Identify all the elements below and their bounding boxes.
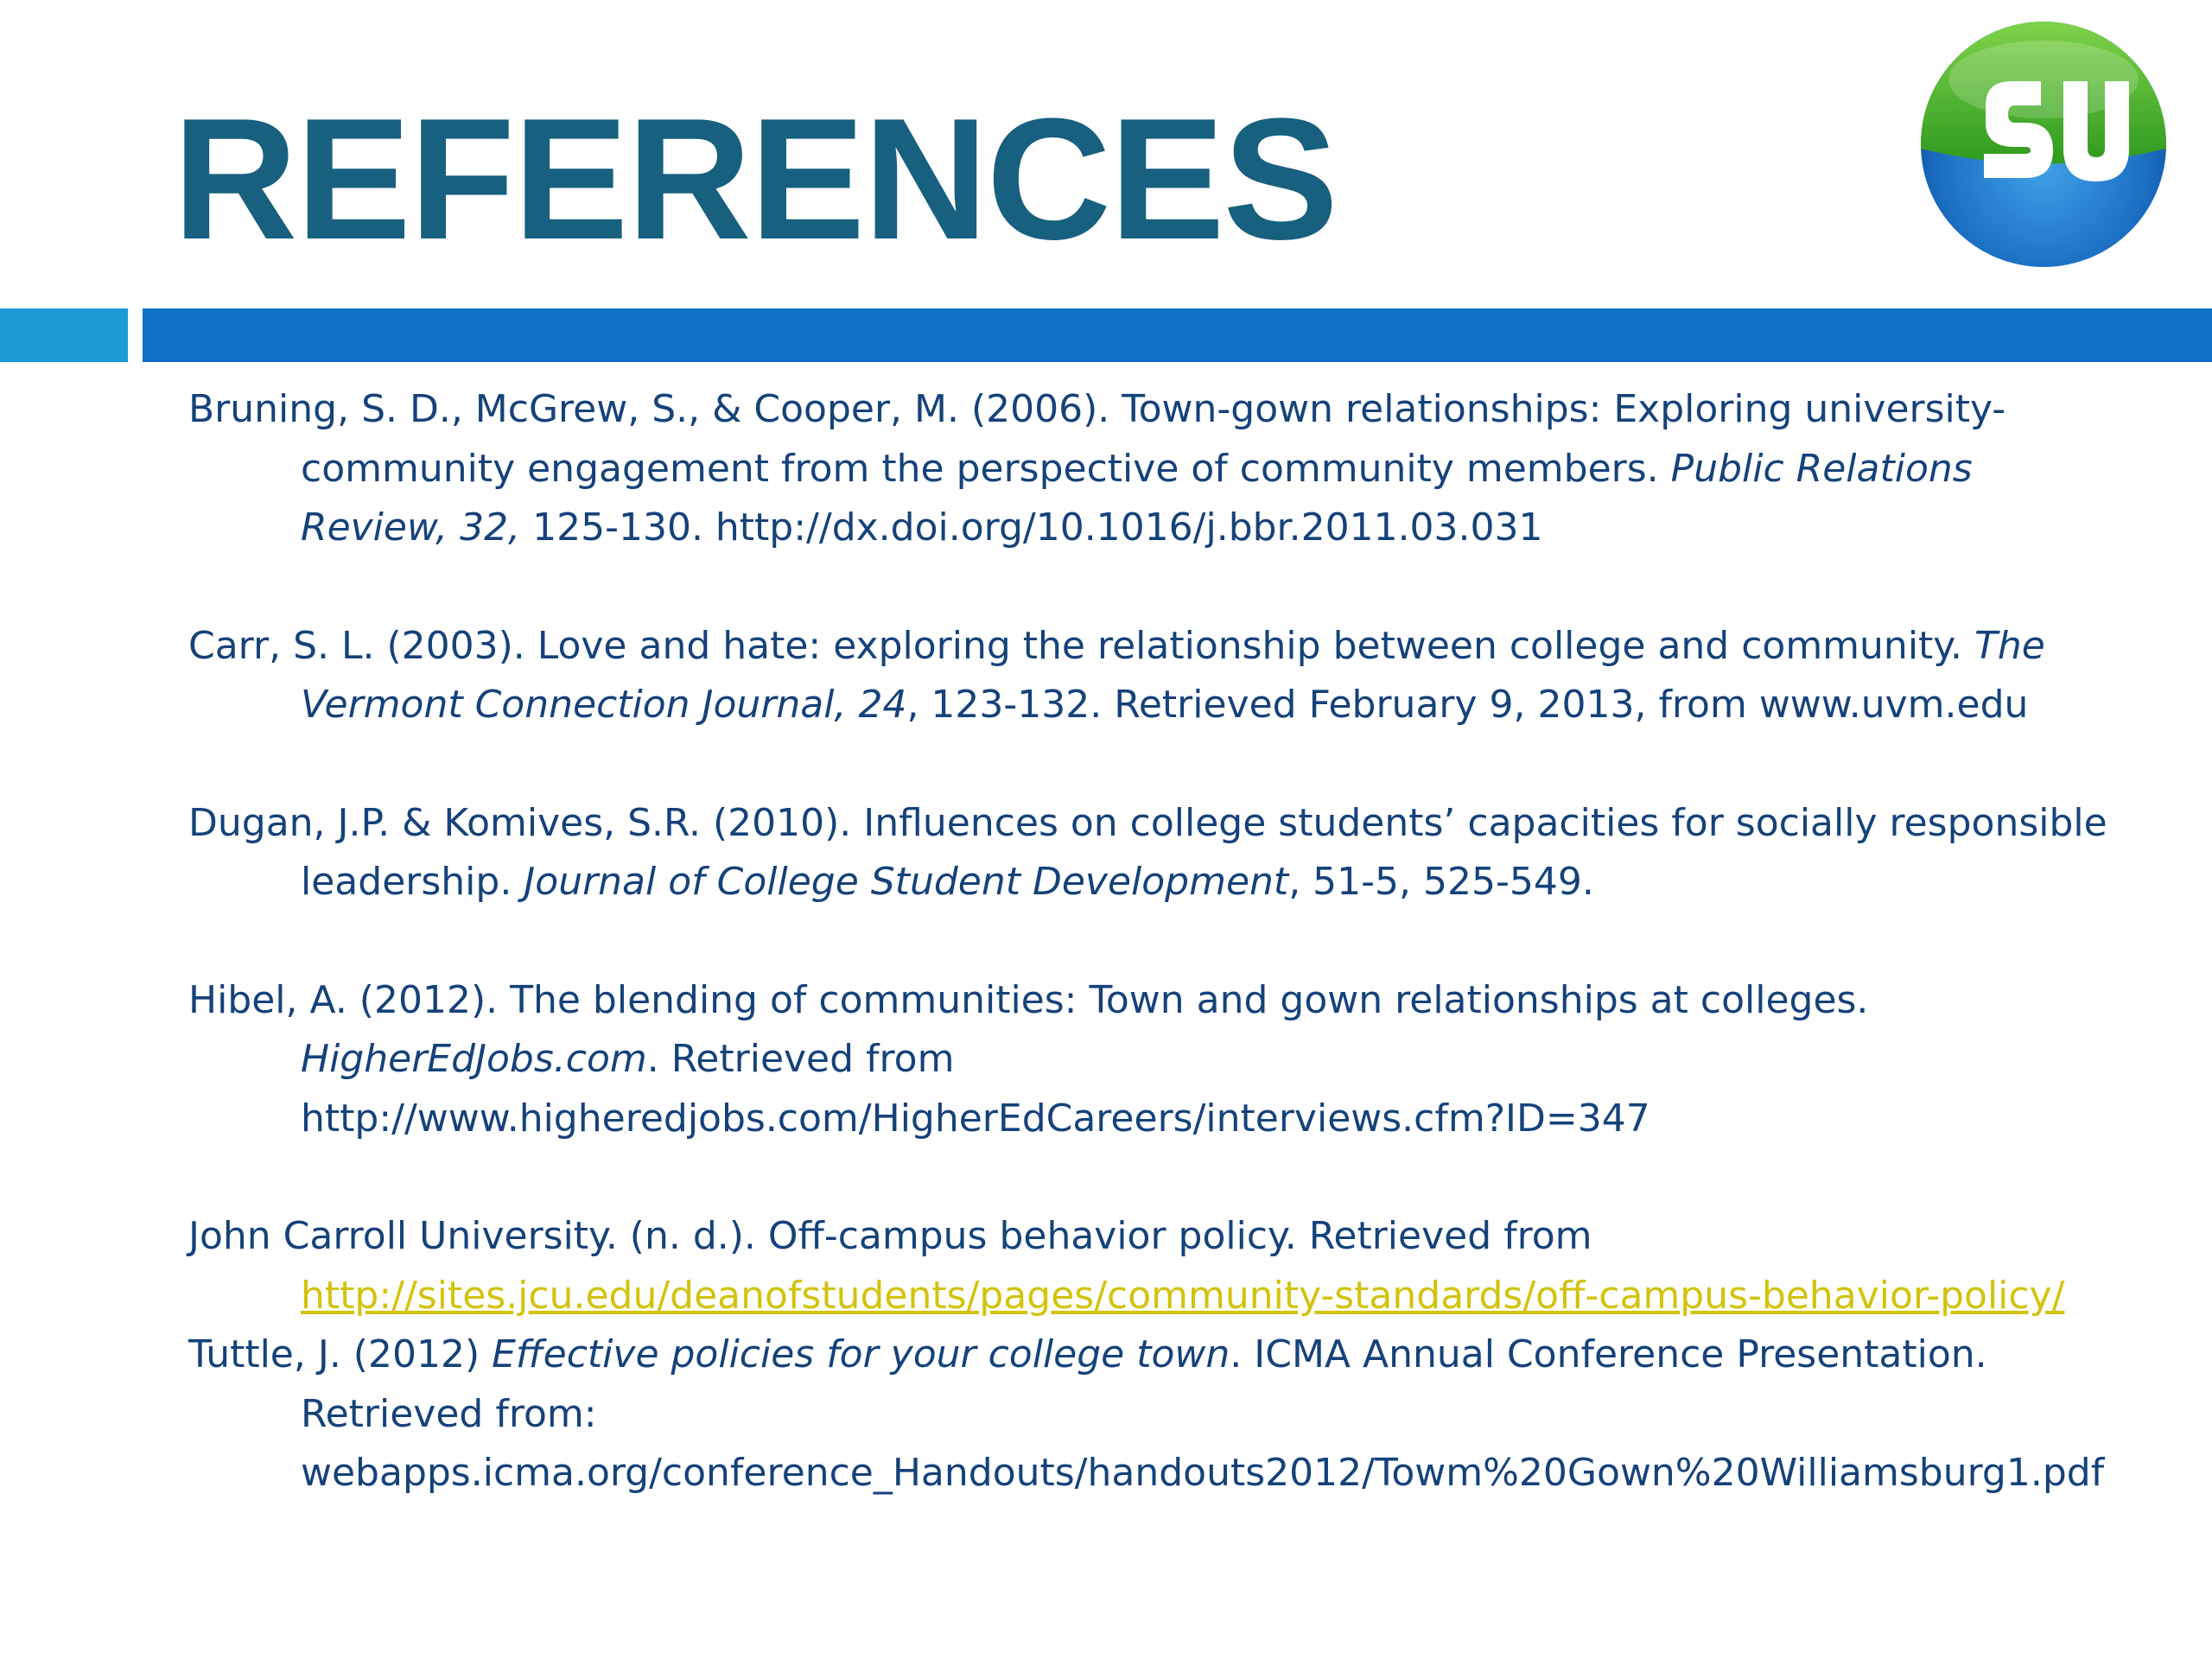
page-title: REFERENCES xyxy=(173,83,1337,276)
reference-entry xyxy=(188,617,2124,735)
reference-link[interactable]: http://sites.jcu.edu/deanofstudents/pages/community-standards/off-campus-behavior-policy/ xyxy=(301,1273,2065,1318)
reference-source: Effective policies for your college town xyxy=(492,1332,1230,1376)
reference-entry xyxy=(188,1325,2124,1503)
reference-details: . ICMA Annual Conference Presentation. Retrieved from: webapps.icma.org/conference_Handouts/handouts2012/Towm%20Gown%20Williamsburg1.pdf xyxy=(301,1332,2105,1495)
reference-text: Dugan, J.P. & Komives, S.R. (2010). Influences on college students’ capacities for socially responsible leadership. xyxy=(188,800,2107,904)
reference-entry xyxy=(188,1207,2124,1325)
reference-details: , 123-132. Retrieved February 9, 2013, from www.uvm.edu xyxy=(906,683,2029,727)
reference-text: Bruning, S. D., McGrew, S., & Cooper, M. (2006). Town-gown relationships: Exploring university-community engagement from the perspective of community members. xyxy=(188,387,2006,491)
accent-bar-main xyxy=(143,308,2212,362)
reference-source: The Vermont Connection Journal, 24 xyxy=(301,623,2045,727)
reference-text: Tuttle, J. (2012) xyxy=(188,1332,493,1376)
reference-source: Public Relations Review, 32, xyxy=(301,446,1973,550)
accent-bar-left xyxy=(0,308,128,362)
reference-list xyxy=(188,380,2124,1503)
reference-text: Hibel, A. (2012). The blending of communities: Town and gown relationships at colleges. xyxy=(188,977,1869,1022)
reference-source: Journal of College Student Development xyxy=(524,860,1289,904)
reference-text: Carr, S. L. (2003). Love and hate: exploring the relationship between college and community. xyxy=(188,623,1975,668)
stumbleupon-logo-icon xyxy=(1918,19,2169,270)
reference-source: HigherEdJobs.com xyxy=(301,1037,647,1081)
reference-entry xyxy=(188,971,2124,1149)
reference-details: . Retrieved from http://www.higheredjobs.com/HigherEdCareers/interviews.cfm?ID=347 xyxy=(301,1037,1650,1141)
reference-details: 125-130. http://dx.doi.org/10.1016/j.bbr.2011.03.031 xyxy=(520,505,1543,550)
reference-text: John Carroll University. (n. d.). Off-campus behavior policy. Retrieved from xyxy=(188,1214,1592,1258)
reference-entry xyxy=(188,380,2124,558)
reference-details: , 51-5, 525-549. xyxy=(1288,860,1594,904)
reference-entry xyxy=(188,794,2124,912)
